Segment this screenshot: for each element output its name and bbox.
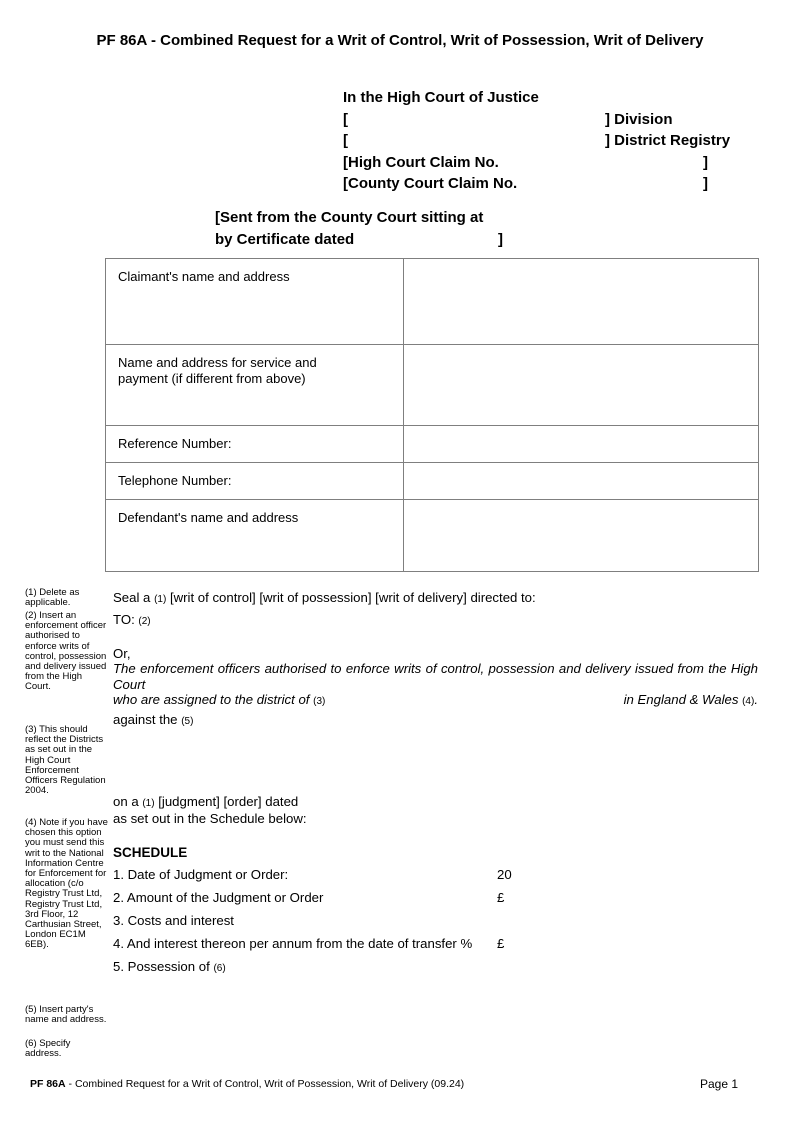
- schedule-heading: SCHEDULE: [113, 845, 188, 860]
- footnote-ref-6: (6): [213, 963, 226, 974]
- telephone-number-value-cell[interactable]: [404, 463, 759, 500]
- party-details-table: [105, 258, 759, 572]
- footnote-ref-1b: (1): [142, 798, 155, 809]
- court-header: [343, 87, 743, 195]
- footnote-ref-3: (3): [313, 696, 326, 707]
- division-open-bracket: [: [343, 110, 348, 128]
- table-row: [106, 345, 759, 426]
- high-court-claim-close-bracket: ]: [703, 153, 708, 171]
- registry-close-label: ] District Registry: [605, 132, 731, 149]
- officers-paragraph-line2: [113, 692, 758, 710]
- row-label: Name and address for service and payment (if different from above): [106, 345, 404, 426]
- footnote-ref-1: (1): [154, 594, 167, 605]
- margin-note-6: (6) Specify address.: [25, 1038, 71, 1060]
- county-court-claim-close-bracket: ]: [703, 175, 708, 192]
- schedule-item: [113, 866, 673, 885]
- margin-note-1: (1) Delete as applicable.: [25, 587, 80, 609]
- defendant-name-value-cell[interactable]: [404, 500, 759, 572]
- footer-form-rest: - Combined Request for a Writ of Control, Writ of Possession, Writ of Delivery (09.24): [65, 1078, 465, 1090]
- county-court-claim-line: [343, 173, 743, 195]
- schedule-item-label: 2. Amount of the Judgment or Order: [113, 890, 324, 905]
- district-of-label: who are assigned to the district of (3): [113, 692, 326, 707]
- table-row: [106, 500, 759, 572]
- footer-form-code: PF 86A: [30, 1078, 66, 1090]
- registry-open-bracket: [: [343, 132, 348, 149]
- schedule-item: [113, 912, 673, 931]
- schedule-intro: as set out in the Schedule below:: [113, 811, 307, 826]
- schedule-item-value: 20: [497, 867, 512, 882]
- certificate-dated-label: by Certificate dated: [215, 231, 355, 248]
- officers-paragraph-line1: The enforcement officers authorised to enforce writs of control, possession and delivery issued from the High Court: [113, 661, 758, 692]
- district-registry-line: [343, 130, 743, 152]
- schedule-item-label: 4. And interest thereon per annum from the date of transfer %: [113, 936, 473, 951]
- margin-note-2: (2) Insert an enforcement officer authorised to enforce writs of control, possession and delivery issued from the High Court.: [25, 610, 107, 693]
- service-address-value-cell[interactable]: [404, 345, 759, 426]
- margin-note-5: (5) Insert party's name and address.: [25, 1004, 107, 1026]
- schedule-item-label: 1. Date of Judgment or Order:: [113, 867, 289, 882]
- county-court-claim-label: [County Court Claim No.: [343, 175, 518, 192]
- schedule-item: [113, 958, 673, 977]
- division-line: [343, 109, 743, 131]
- or-line: Or,: [113, 646, 131, 661]
- sent-from-line: [Sent from the County Court sitting at: [215, 209, 484, 226]
- page-title: PF 86A - Combined Request for a Writ of Control, Writ of Possession, Writ of Delivery: [96, 32, 704, 49]
- margin-note-3: (3) This should reflect the Districts as set out in the High Court Enforcement Officers Regulation 2004.: [25, 724, 106, 797]
- seal-line: Seal a (1) [writ of control] [writ of possession] [writ of delivery] directed to:: [113, 590, 536, 605]
- schedule-item-label: 5. Possession of: [113, 959, 214, 974]
- table-row: [106, 463, 759, 500]
- enforcement-officers-paragraph: [113, 661, 758, 710]
- footnote-ref-2: (2): [138, 616, 151, 627]
- row-label: Claimant's name and address: [106, 259, 404, 345]
- to-line: TO: (2): [113, 612, 151, 627]
- schedule-item: [113, 935, 673, 954]
- certificate-dated-line: [215, 229, 503, 251]
- row-label: Telephone Number:: [106, 463, 404, 500]
- sent-from-block: [215, 207, 503, 251]
- court-name: In the High Court of Justice: [343, 89, 539, 106]
- against-line: against the (5): [113, 712, 194, 727]
- schedule-item-value: £: [497, 936, 505, 951]
- footer-form-title: [30, 1078, 464, 1090]
- high-court-claim-label: [High Court Claim No.: [343, 153, 499, 171]
- row-label: Defendant's name and address: [106, 500, 404, 572]
- margin-note-4: (4) Note if you have chosen this option you must send this writ to the National Information Centre for Enforcement for allocation (c/o Registry Trust Ltd, Registry Trust Ltd, 3rd Floor, 12 Carthusian Street, London EC1M 6EB).: [25, 817, 108, 951]
- footnote-ref-5: (5): [181, 716, 194, 727]
- page-number: Page 1: [700, 1077, 739, 1091]
- schedule-item-label: 3. Costs and interest: [113, 913, 234, 928]
- certificate-close-bracket: ]: [498, 231, 503, 248]
- table-row: [106, 259, 759, 345]
- claimant-name-value-cell[interactable]: [404, 259, 759, 345]
- schedule-item: [113, 889, 673, 908]
- reference-number-value-cell[interactable]: [404, 426, 759, 463]
- schedule-item-value: £: [497, 890, 505, 905]
- table-row: [106, 426, 759, 463]
- england-wales-label: in England & Wales (4).: [623, 692, 758, 707]
- footnote-ref-4: (4): [742, 696, 755, 707]
- row-label: Reference Number:: [106, 426, 404, 463]
- division-close-label: ] Division: [605, 110, 673, 128]
- judgment-date-line: on a (1) [judgment] [order] dated: [113, 794, 299, 809]
- high-court-claim-line: [343, 152, 743, 174]
